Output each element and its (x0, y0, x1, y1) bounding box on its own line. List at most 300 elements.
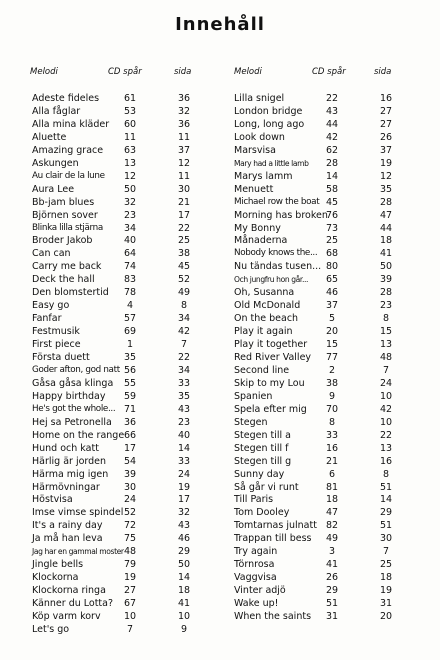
page-number: 7 (382, 546, 390, 558)
cd-track: 5 (328, 313, 336, 325)
header-melodi-left: Melodi (30, 67, 58, 77)
list-item (32, 325, 222, 338)
melody-title: Ja må han leva (32, 533, 103, 545)
melody-title: Nobody knows the... (234, 248, 318, 259)
cd-track: 30 (123, 481, 137, 493)
melody-title: He's got the whole... (32, 403, 116, 414)
cd-track: 82 (325, 520, 339, 532)
list-item (234, 157, 424, 170)
melody-title: Törnrosa (234, 559, 275, 571)
cd-track: 60 (123, 118, 137, 130)
cd-track: 79 (123, 559, 137, 571)
cd-track: 35 (123, 352, 137, 363)
melody-title: Första duett (32, 352, 90, 363)
list-item (234, 234, 424, 247)
list-item (32, 519, 222, 532)
list-item (32, 234, 222, 247)
page-number: 11 (177, 170, 191, 182)
melody-title: Spela efter mig (234, 403, 307, 415)
cd-track: 24 (123, 494, 137, 506)
page-number: 27 (379, 105, 393, 117)
melody-title: Aluette (32, 131, 67, 143)
page-number: 25 (177, 235, 191, 247)
page-number: 36 (177, 118, 191, 130)
melody-title: Adeste fideles (32, 93, 100, 104)
header-cd-right: CD spår (312, 67, 346, 77)
melody-title: Morning has broken (234, 209, 328, 221)
page-number: 20 (379, 611, 393, 622)
page-number: 10 (379, 390, 393, 402)
cd-track: 53 (123, 105, 137, 117)
cd-track: 19 (123, 572, 137, 584)
cd-track: 12 (123, 170, 137, 182)
list-item (32, 584, 222, 597)
cd-track: 18 (325, 494, 339, 506)
list-item (32, 610, 222, 623)
page-number: 46 (177, 533, 191, 545)
list-item (234, 325, 424, 338)
page-number: 42 (379, 403, 393, 415)
cd-track: 83 (123, 274, 137, 286)
cd-track: 13 (123, 157, 137, 169)
list-item (32, 299, 222, 312)
melody-title: My Bonny (234, 222, 281, 234)
page-number: 10 (177, 611, 191, 622)
melody-title: Hej sa Petronella (32, 416, 112, 428)
melody-title: Tomtarnas julnatt (234, 520, 317, 532)
page-number: 29 (177, 546, 191, 558)
page-number: 16 (379, 93, 393, 104)
cd-track: 78 (123, 287, 137, 299)
page-number: 19 (177, 481, 191, 493)
melody-title: Oh, Susanna (234, 287, 295, 299)
melody-title: Marys lamm (234, 170, 293, 182)
page-number: 7 (180, 339, 188, 351)
cd-track: 40 (123, 235, 137, 247)
page-number: 26 (379, 131, 393, 143)
melody-title: Easy go (32, 300, 70, 312)
list-item (32, 273, 222, 286)
cd-track: 50 (123, 183, 137, 195)
list-item (234, 390, 424, 403)
page-number: 30 (177, 183, 191, 195)
page-number: 48 (379, 352, 393, 363)
cd-track: 34 (123, 222, 137, 234)
melody-title: Köp varm korv (32, 611, 101, 622)
page-number: 37 (177, 144, 191, 156)
melody-title: Blinka lilla stjärna (32, 222, 103, 233)
melody-title: Stegen (234, 416, 268, 428)
cd-track: 41 (325, 559, 339, 571)
list-item (234, 144, 424, 157)
header-sida-left: sida (174, 67, 192, 77)
page-number: 13 (379, 339, 393, 351)
melody-title: Aura Lee (32, 183, 75, 195)
page-number: 18 (379, 235, 393, 247)
list-item (32, 545, 222, 558)
list-item (32, 403, 222, 416)
list-item (234, 222, 424, 235)
cd-track: 62 (325, 144, 339, 156)
page-number: 27 (379, 118, 393, 130)
cd-track: 23 (123, 209, 137, 221)
melody-title: Broder Jakob (32, 235, 93, 247)
cd-track: 55 (123, 377, 137, 389)
cd-track: 67 (123, 598, 137, 610)
melody-title: Alla fåglar (32, 105, 81, 117)
list-item (32, 118, 222, 131)
list-item (32, 571, 222, 584)
cd-track: 2 (328, 364, 336, 376)
list-item (32, 170, 222, 183)
list-item (234, 170, 424, 183)
page-number: 36 (177, 93, 191, 104)
melody-title: Till Paris (234, 494, 274, 506)
page-number: 17 (177, 209, 191, 221)
cd-track: 32 (123, 196, 137, 208)
melody-title: First piece (32, 339, 81, 351)
melody-title: Höstvisa (32, 494, 73, 506)
cd-track: 73 (325, 222, 339, 234)
melody-title: Stegen till f (234, 442, 289, 454)
list-item (32, 481, 222, 494)
cd-track: 3 (328, 546, 336, 558)
cd-track: 81 (325, 481, 339, 493)
cd-track: 58 (325, 183, 339, 195)
list-item (32, 312, 222, 325)
cd-track: 65 (325, 274, 339, 286)
page-title: Innehåll (175, 14, 265, 35)
list-item (32, 286, 222, 299)
melody-title: Deck the hall (32, 274, 95, 286)
melody-title: Känner du Lotta? (32, 598, 114, 610)
list-item (32, 390, 222, 403)
list-item (234, 273, 424, 286)
cd-track: 46 (325, 287, 339, 299)
header-melodi-right: Melodi (234, 67, 262, 77)
cd-track: 6 (328, 468, 336, 480)
list-item (234, 519, 424, 532)
page-number: 22 (379, 429, 393, 441)
melody-title: Jag har en gammal moster (32, 547, 124, 557)
melody-title: Look down (234, 131, 285, 143)
page-number: 28 (379, 287, 393, 299)
cd-track: 52 (123, 507, 137, 519)
cd-track: 45 (325, 196, 339, 208)
cd-track: 28 (325, 157, 339, 169)
cd-track: 10 (123, 611, 137, 622)
page-number: 42 (177, 326, 191, 338)
melody-title: Marsvisa (234, 144, 276, 156)
cd-track: 7 (126, 623, 134, 635)
page-number: 14 (177, 442, 191, 454)
list-item (234, 299, 424, 312)
melody-title: Festmusik (32, 326, 80, 338)
cd-track: 25 (325, 235, 339, 247)
melody-title: Så går vi runt (234, 481, 299, 493)
page-number: 29 (379, 507, 393, 519)
list-item (32, 92, 222, 105)
list-item (234, 131, 424, 144)
page-number: 25 (379, 559, 393, 571)
melody-title: Fanfar (32, 313, 62, 325)
page-number: 51 (379, 481, 393, 493)
list-item (32, 493, 222, 506)
cd-track: 43 (325, 105, 339, 117)
melody-title: On the beach (234, 313, 299, 325)
list-item (32, 597, 222, 610)
cd-track: 61 (123, 93, 137, 104)
list-item (32, 131, 222, 144)
page-number: 8 (382, 313, 390, 325)
cd-track: 8 (328, 416, 336, 428)
page-number: 45 (177, 261, 191, 273)
melody-title: Stegen till a (234, 429, 291, 441)
list-item (32, 260, 222, 273)
list-item (234, 506, 424, 519)
page-number: 44 (379, 222, 393, 234)
list-item (234, 260, 424, 273)
cd-track: 22 (325, 93, 339, 104)
cd-track: 20 (325, 326, 339, 338)
page-number: 32 (177, 507, 191, 519)
list-item (32, 157, 222, 170)
cd-track: 49 (325, 533, 339, 545)
melody-title: Mary had a little lamb (234, 158, 309, 168)
melody-title: Stegen till g (234, 455, 292, 467)
page-number: 12 (177, 157, 191, 169)
cd-track: 75 (123, 533, 137, 545)
page-number: 9 (180, 623, 188, 635)
melody-title: Lilla snigel (234, 93, 285, 104)
melody-title: Play it together (234, 339, 308, 351)
page-number: 15 (379, 326, 393, 338)
list-item (234, 610, 424, 623)
list-item (234, 481, 424, 494)
melody-title: Michael row the boat (234, 196, 320, 207)
page-number: 18 (379, 572, 393, 584)
list-item (32, 247, 222, 260)
page-number: 31 (379, 598, 393, 610)
melody-title: Old McDonald (234, 300, 301, 312)
melody-title: Den blomstertid (32, 287, 109, 299)
melody-title: Play it again (234, 326, 293, 338)
melody-title: Goder afton, god natt (32, 364, 120, 375)
list-item (234, 416, 424, 429)
melody-title: Let's go (32, 623, 70, 635)
list-item (234, 584, 424, 597)
page-number: 30 (379, 533, 393, 545)
list-item (32, 351, 222, 364)
list-item (234, 597, 424, 610)
list-item (234, 493, 424, 506)
header-cd-left: CD spår (108, 67, 142, 77)
cd-track: 47 (325, 507, 339, 519)
list-item (234, 532, 424, 545)
page-number: 13 (379, 442, 393, 454)
list-item (234, 338, 424, 351)
page-number: 40 (177, 429, 191, 441)
page-number: 12 (379, 170, 393, 182)
page-number: 43 (177, 520, 191, 532)
list-item (234, 571, 424, 584)
page-number: 43 (177, 403, 191, 415)
list-item (32, 442, 222, 455)
page-number: 28 (379, 196, 393, 208)
page-number: 33 (177, 455, 191, 467)
cd-track: 56 (123, 364, 137, 376)
list-item (32, 468, 222, 481)
melody-title: Härmövningar (32, 481, 100, 493)
list-item (234, 105, 424, 118)
list-item (234, 442, 424, 455)
cd-track: 37 (325, 300, 339, 312)
page-number: 21 (177, 196, 191, 208)
list-item (234, 247, 424, 260)
page-number: 14 (379, 494, 393, 506)
page-number: 10 (379, 416, 393, 428)
cd-track: 76 (325, 209, 339, 221)
melody-title: Bb-jam blues (32, 196, 95, 208)
list-item (234, 468, 424, 481)
melody-title: Gåsa gåsa klinga (32, 377, 114, 389)
melody-title: Jingle bells (32, 559, 84, 571)
page-number: 51 (379, 520, 393, 532)
cd-track: 48 (123, 546, 137, 558)
cd-track: 63 (123, 144, 137, 156)
cd-track: 51 (325, 598, 339, 610)
melody-title: Amazing grace (32, 144, 104, 156)
cd-track: 77 (325, 352, 339, 363)
page-number: 33 (177, 377, 191, 389)
page-number: 14 (177, 572, 191, 584)
melody-title: Try again (234, 546, 278, 558)
melody-title: Skip to my Lou (234, 377, 305, 389)
cd-track: 64 (123, 248, 137, 260)
cd-track: 17 (123, 442, 137, 454)
page-number: 24 (177, 468, 191, 480)
melody-title: Klockorna (32, 572, 79, 584)
page-number: 7 (382, 364, 390, 376)
page-number: 23 (177, 416, 191, 428)
cd-track: 15 (325, 339, 339, 351)
list-item (32, 416, 222, 429)
melody-title: Alla mina kläder (32, 118, 110, 130)
melody-title: Härlig är jorden (32, 455, 107, 467)
cd-track: 27 (123, 585, 137, 597)
melody-title: When the saints (234, 611, 312, 622)
cd-track: 38 (325, 377, 339, 389)
melody-title: Nu tändas tusen... (234, 261, 322, 273)
page-number: 50 (379, 261, 393, 273)
page-number: 35 (379, 183, 393, 195)
cd-track: 72 (123, 520, 137, 532)
cd-track: 57 (123, 313, 137, 325)
melody-title: Can can (32, 248, 71, 260)
cd-track: 26 (325, 572, 339, 584)
list-item (234, 209, 424, 222)
page-number: 8 (382, 468, 390, 480)
list-item (32, 377, 222, 390)
list-item (32, 506, 222, 519)
melody-title: Vaggvisa (234, 572, 277, 584)
page-number: 22 (177, 352, 191, 363)
page-number: 22 (177, 222, 191, 234)
cd-track: 21 (325, 455, 339, 467)
page-number: 32 (177, 105, 191, 117)
melody-title: It's a rainy day (32, 520, 103, 532)
cd-track: 9 (328, 390, 336, 402)
melody-title: Sunny day (234, 468, 285, 480)
list-item (234, 455, 424, 468)
cd-track: 70 (325, 403, 339, 415)
cd-track: 66 (123, 429, 137, 441)
cd-track: 36 (123, 416, 137, 428)
melody-title: Spanien (234, 390, 273, 402)
cd-track: 31 (325, 611, 339, 622)
list-item (32, 429, 222, 442)
list-item (32, 209, 222, 222)
cd-track: 59 (123, 390, 137, 402)
list-item (234, 92, 424, 105)
melody-title: Au clair de la lune (32, 170, 105, 181)
cd-track: 69 (123, 326, 137, 338)
melody-title: Björnen sover (32, 209, 98, 221)
list-item (32, 196, 222, 209)
melody-title: Red River Valley (234, 352, 312, 363)
list-item (234, 286, 424, 299)
melody-title: London bridge (234, 105, 303, 117)
melody-title: Trappan till bess (234, 533, 312, 545)
melody-title: Tom Dooley (234, 507, 290, 519)
melody-title: Menuett (234, 183, 274, 195)
melody-title: Home on the range (32, 429, 125, 441)
page-number: 37 (379, 144, 393, 156)
page-number: 18 (177, 585, 191, 597)
cd-track: 74 (123, 261, 137, 273)
page-number: 38 (177, 248, 191, 260)
list-item (234, 403, 424, 416)
page-number: 23 (379, 300, 393, 312)
cd-track: 14 (325, 170, 339, 182)
cd-track: 33 (325, 429, 339, 441)
page-number: 50 (177, 559, 191, 571)
melody-title: Imse vimse spindel (32, 507, 124, 519)
page-number: 52 (177, 274, 191, 286)
list-item (32, 364, 222, 377)
cd-track: 54 (123, 455, 137, 467)
list-item (234, 118, 424, 131)
list-item (234, 351, 424, 364)
page-number: 41 (177, 598, 191, 610)
page-number: 34 (177, 313, 191, 325)
melody-title: Wake up! (234, 598, 279, 610)
cd-track: 71 (123, 403, 137, 415)
page-number: 19 (379, 157, 393, 169)
cd-track: 80 (325, 261, 339, 273)
melody-title: Askungen (32, 157, 79, 169)
melody-title: Härma mig igen (32, 468, 109, 480)
list-item (32, 105, 222, 118)
header-sida-right: sida (374, 67, 392, 77)
list-item (234, 364, 424, 377)
page-number: 34 (177, 364, 191, 376)
page-number: 11 (177, 131, 191, 143)
melody-title: Klockorna ringa (32, 585, 106, 597)
list-item (234, 429, 424, 442)
list-item (32, 455, 222, 468)
cd-track: 4 (126, 300, 134, 312)
